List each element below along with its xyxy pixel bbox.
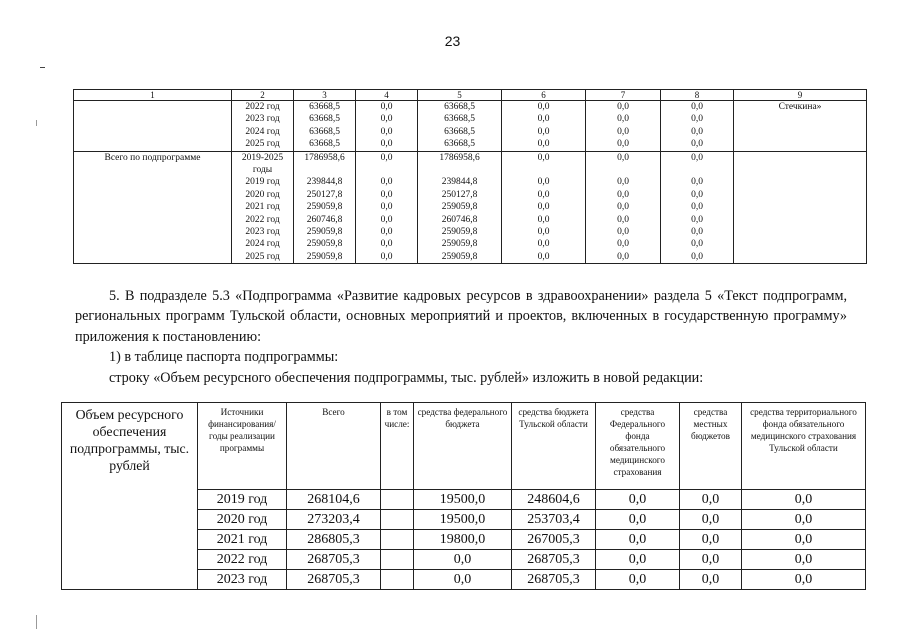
col8-cell — [661, 151, 734, 264]
value: 63668,5 — [309, 114, 340, 125]
col4-cell — [356, 101, 418, 152]
value: 0,0 — [537, 214, 550, 225]
value: 0,0 — [380, 214, 393, 225]
year: 2025 год — [245, 139, 280, 150]
total-value: 0,0 — [537, 152, 550, 163]
value: 259059,8 — [441, 202, 478, 213]
value: 0,0 — [380, 114, 393, 125]
value: 63668,5 — [444, 126, 475, 137]
col5-cell — [418, 151, 502, 264]
funding-continuation-table — [73, 89, 867, 264]
col8-cell — [661, 101, 734, 152]
value: 0,0 — [380, 189, 393, 200]
year-cell: 2020 год — [198, 510, 287, 530]
value: 63668,5 — [444, 139, 475, 150]
value: 0,0 — [537, 139, 550, 150]
col-number: 8 — [661, 90, 734, 101]
column-numbers-row — [74, 90, 867, 101]
ffoms-cell: 0,0 — [596, 490, 680, 510]
value: 0,0 — [617, 227, 629, 238]
years-cell — [232, 151, 294, 264]
total-cell: 268705,3 — [287, 570, 381, 590]
col-number: 3 — [294, 90, 356, 101]
empty-cell — [381, 570, 414, 590]
local-cell: 0,0 — [680, 550, 742, 570]
regional-cell: 268705,3 — [512, 570, 596, 590]
tfoms-cell: 0,0 — [742, 570, 866, 590]
col4-cell — [356, 151, 418, 264]
value: 63668,5 — [309, 139, 340, 150]
amendment-instruction: строку «Объем ресурсного обеспечения подпрограммы, тыс. рублей» изложить в новой редакции: — [109, 370, 704, 386]
margin-mark — [36, 120, 37, 126]
tfoms-cell: 0,0 — [742, 510, 866, 530]
header-federal: средства федерального бюджета — [414, 403, 512, 490]
value: 0,0 — [617, 239, 629, 250]
header-local: средства местных бюджетов — [680, 403, 742, 490]
regional-cell: 253703,4 — [512, 510, 596, 530]
col3-cell — [294, 151, 356, 264]
year-cell: 2021 год — [198, 530, 287, 550]
ffoms-cell: 0,0 — [596, 570, 680, 590]
empty-cell — [381, 550, 414, 570]
col6-cell — [502, 101, 586, 152]
value: 0,0 — [617, 102, 629, 112]
total-cell: 273203,4 — [287, 510, 381, 530]
period: 2019-2025 — [241, 152, 284, 163]
year: 2023 год — [245, 114, 280, 125]
col-number: 5 — [418, 90, 502, 101]
tfoms-cell: 0,0 — [742, 530, 866, 550]
col7-cell — [586, 151, 661, 264]
value: 0,0 — [380, 227, 393, 238]
ffoms-cell: 0,0 — [596, 510, 680, 530]
amendment-paragraph: 5. В подразделе 5.3 «Подпрограмма «Развитие кадровых ресурсов в здравоохранении» раздела 5 «Текст подпрограмм, региональных программ Тульской области, основных мероприятий и проектов, включенных в государственную программу» приложения к постановлению: — [75, 288, 847, 345]
value: 0,0 — [691, 126, 703, 137]
value: 0,0 — [691, 239, 703, 250]
federal-cell: 0,0 — [414, 550, 512, 570]
total-value: 1786958,6 — [304, 152, 345, 163]
year-cell: 2023 год — [198, 570, 287, 590]
header-regional: средства бюджета Тульской области — [512, 403, 596, 490]
value: 0,0 — [380, 251, 393, 262]
local-cell: 0,0 — [680, 530, 742, 550]
value: 0,0 — [617, 126, 629, 137]
local-cell: 0,0 — [680, 490, 742, 510]
value: 0,0 — [691, 227, 703, 238]
value: 0,0 — [617, 214, 629, 225]
value: 0,0 — [537, 189, 550, 200]
empty-cell — [381, 490, 414, 510]
federal-cell: 19800,0 — [414, 530, 512, 550]
executor-cell — [734, 151, 867, 264]
block-a-row — [74, 101, 867, 152]
value: 0,0 — [537, 177, 550, 188]
value: 0,0 — [617, 202, 629, 213]
value: 0,0 — [537, 202, 550, 213]
year: 2025 год — [245, 251, 280, 262]
col6-cell — [502, 151, 586, 264]
total-cell: 268705,3 — [287, 550, 381, 570]
federal-cell: 19500,0 — [414, 510, 512, 530]
value: 250127,8 — [306, 189, 343, 200]
value: 0,0 — [691, 202, 703, 213]
year-cell: 2022 год — [198, 550, 287, 570]
year: 2021 год — [245, 202, 280, 213]
tfoms-cell: 0,0 — [742, 490, 866, 510]
value: 0,0 — [537, 126, 550, 137]
value: 259059,8 — [306, 202, 343, 213]
value: 0,0 — [537, 114, 550, 125]
total-by-subprogram-label: Всего по подпрограмме — [74, 151, 232, 264]
col-number: 2 — [232, 90, 294, 101]
local-cell: 0,0 — [680, 510, 742, 530]
amendment-item: 1) в таблице паспорта подпрограммы: — [109, 349, 339, 365]
value: 0,0 — [617, 177, 629, 188]
resource-provision-table — [61, 402, 866, 590]
col5-cell — [418, 101, 502, 152]
value: 0,0 — [617, 251, 629, 262]
value: 63668,5 — [309, 102, 340, 112]
value: 63668,5 — [444, 102, 475, 112]
federal-cell: 19500,0 — [414, 490, 512, 510]
year-cell: 2019 год — [198, 490, 287, 510]
year: 2019 год — [245, 177, 280, 188]
total-cell: 286805,3 — [287, 530, 381, 550]
value: 259059,8 — [306, 239, 343, 250]
year: 2024 год — [245, 239, 280, 250]
tfoms-cell: 0,0 — [742, 550, 866, 570]
value: 259059,8 — [306, 227, 343, 238]
value: 0,0 — [617, 139, 629, 150]
regional-cell: 268705,3 — [512, 550, 596, 570]
value: 0,0 — [691, 114, 703, 125]
regional-cell: 248604,6 — [512, 490, 596, 510]
value: 259059,8 — [441, 239, 478, 250]
period-suffix: годы — [252, 165, 273, 176]
value: 0,0 — [691, 189, 703, 200]
value: 0,0 — [537, 102, 550, 112]
col3-cell — [294, 101, 356, 152]
value: 0,0 — [537, 251, 550, 262]
col-number: 7 — [586, 90, 661, 101]
total-value: 0,0 — [691, 152, 703, 163]
value: 0,0 — [380, 139, 393, 150]
ffoms-cell: 0,0 — [596, 530, 680, 550]
header-row — [62, 403, 866, 490]
block-b-row — [74, 151, 867, 264]
col7-cell — [586, 101, 661, 152]
block-a-label — [74, 101, 232, 152]
empty-cell — [381, 510, 414, 530]
value: 260746,8 — [306, 214, 343, 225]
col-number: 6 — [502, 90, 586, 101]
header-tfoms: средства территориального фонда обязательного медицинского страхования Тульской области — [742, 403, 866, 490]
col-number: 4 — [356, 90, 418, 101]
row-label: Объем ресурсного обеспечения подпрограммы, тыс. рублей — [62, 403, 198, 590]
value: 0,0 — [691, 251, 703, 262]
header-sources: Источники финансирования/ годы реализации программы — [198, 403, 287, 490]
value: 0,0 — [380, 102, 393, 112]
value: 0,0 — [617, 189, 629, 200]
local-cell: 0,0 — [680, 570, 742, 590]
value: 259059,8 — [441, 251, 478, 262]
value: 0,0 — [537, 227, 550, 238]
value: 239844,8 — [306, 177, 343, 188]
page-number: 23 — [444, 33, 461, 49]
regional-cell: 267005,3 — [512, 530, 596, 550]
value: 0,0 — [537, 239, 550, 250]
value: 0,0 — [380, 202, 393, 213]
ffoms-cell: 0,0 — [596, 550, 680, 570]
value: 63668,5 — [309, 126, 340, 137]
value: 0,0 — [380, 126, 393, 137]
header-ffoms: средства Федерального фонда обязательного медицинского страхования — [596, 403, 680, 490]
year: 2023 год — [245, 227, 280, 238]
value: 0,0 — [380, 177, 393, 188]
value: 259059,8 — [441, 227, 478, 238]
year: 2020 год — [245, 189, 280, 200]
value: 0,0 — [617, 114, 629, 125]
total-value: 1786958,6 — [439, 152, 480, 163]
years-cell — [232, 101, 294, 152]
value: 0,0 — [691, 102, 703, 112]
value: 239844,8 — [441, 177, 478, 188]
value: 0,0 — [380, 239, 393, 250]
col-number: 9 — [734, 90, 867, 101]
value: 63668,5 — [444, 114, 475, 125]
value: 259059,8 — [306, 251, 343, 262]
year: 2022 год — [245, 102, 280, 112]
empty-cell — [381, 530, 414, 550]
year: 2024 год — [245, 126, 280, 137]
margin-rule — [40, 67, 45, 68]
year: 2022 год — [245, 214, 280, 225]
total-value: 0,0 — [380, 152, 393, 163]
header-total: Всего — [287, 403, 381, 490]
header-including: в том числе: — [381, 403, 414, 490]
value: 0,0 — [691, 214, 703, 225]
value: 260746,8 — [441, 214, 478, 225]
value: 250127,8 — [441, 189, 478, 200]
value: 0,0 — [691, 139, 703, 150]
col-number: 1 — [74, 90, 232, 101]
total-cell: 268104,6 — [287, 490, 381, 510]
value: 0,0 — [691, 177, 703, 188]
margin-mark — [36, 615, 37, 629]
federal-cell: 0,0 — [414, 570, 512, 590]
executor-cell: Стечкина» — [734, 101, 867, 152]
total-value: 0,0 — [617, 152, 629, 163]
